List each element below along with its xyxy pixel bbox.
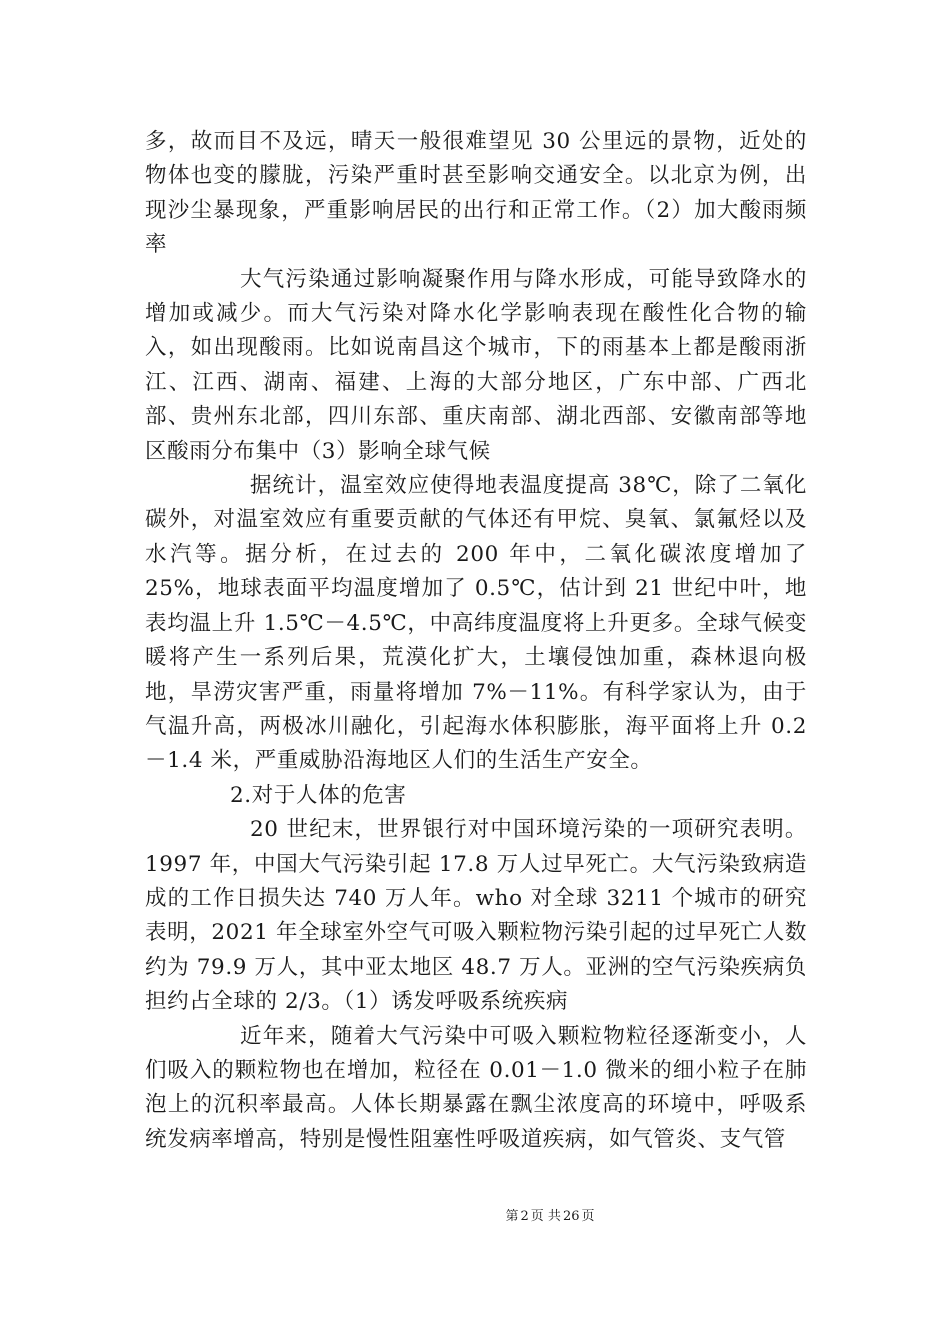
- paragraph-visibility: 多，故而目不及远，晴天一般很难望见 30 公里远的景物，近处的物体也变的朦胧，污染严重时甚至影响交通安全。以北京为例，出现沙尘暴现象，严重影响居民的出行和正常工作。（2）加大酸雨频率: [145, 129, 807, 258]
- paragraph-respiratory: 近年来，随着大气污染中可吸入颗粒物粒径逐渐变小，人们吸入的颗粒物也在增加，粒径在 0.01－1.0 微米的细小粒子在肺泡上的沉积率最高。人体长期暴露在飘尘浓度高的环境中，呼吸系统发病率增高，特别是慢性阻塞性呼吸道疾病，如气管炎、支气管: [145, 1023, 807, 1152]
- section-heading-human-harm: 2.对于人体的危害: [230, 782, 407, 808]
- footer-total-pages: 26: [562, 1209, 580, 1224]
- footer-middle: 页 共: [530, 1209, 561, 1224]
- body-text: [145, 125, 807, 1157]
- footer-suffix: 页: [581, 1209, 595, 1224]
- page-footer: [0, 1205, 950, 1224]
- footer-page-number: 2: [520, 1209, 529, 1224]
- paragraph-acid-rain: 大气污染通过影响凝聚作用与降水形成，可能导致降水的增加或减少。而大气污染对降水化学影响表现在酸性化合物的输入，如出现酸雨。比如说南昌这个城市，下的雨基本上都是酸雨浙江、江西、湖南、福建、上海的大部分地区，广东中部、广西北部、贵州东北部，四川东部、重庆南部、湖北西部、安徽南部等地区酸雨分布集中（3）影响全球气候: [145, 266, 807, 464]
- paragraph-world-bank: 20 世纪末，世界银行对中国环境污染的一项研究表明。1997 年，中国大气污染引起 17.8 万人过早死亡。大气污染致病造成的工作日损失达 740 万人年。who 对全球 3211 个城市的研究表明，2021 年全球室外空气可吸入颗粒物污染引起的过早死亡人数约为 79.9 万人，其中亚太地区 48.7 万人。亚洲的空气污染疾病负担约占全球的 2/3。（1）诱发呼吸系统疾病: [145, 817, 807, 1015]
- paragraph-climate: 据统计，温室效应使得地表温度提高 38℃，除了二氧化碳外，对温室效应有重要贡献的气体还有甲烷、臭氧、氯氟烃以及水汽等。据分析，在过去的 200 年中，二氧化碳浓度增加了 25%，地球表面平均温度增加了 0.5℃，估计到 21 世纪中叶，地表均温上升 1.5℃－4.5℃，中高纬度温度将上升更多。全球气候变暖将产生一系列后果，荒漠化扩大，土壤侵蚀加重，森林退向极地，旱涝灾害严重，雨量将增加 7%－11%。有科学家认为，由于气温升高，两极冰川融化，引起海水体积膨胀，海平面将上升 0.2－1.4 米，严重威胁沿海地区人们的生活生产安全。: [145, 473, 807, 774]
- footer-prefix: 第: [505, 1209, 519, 1224]
